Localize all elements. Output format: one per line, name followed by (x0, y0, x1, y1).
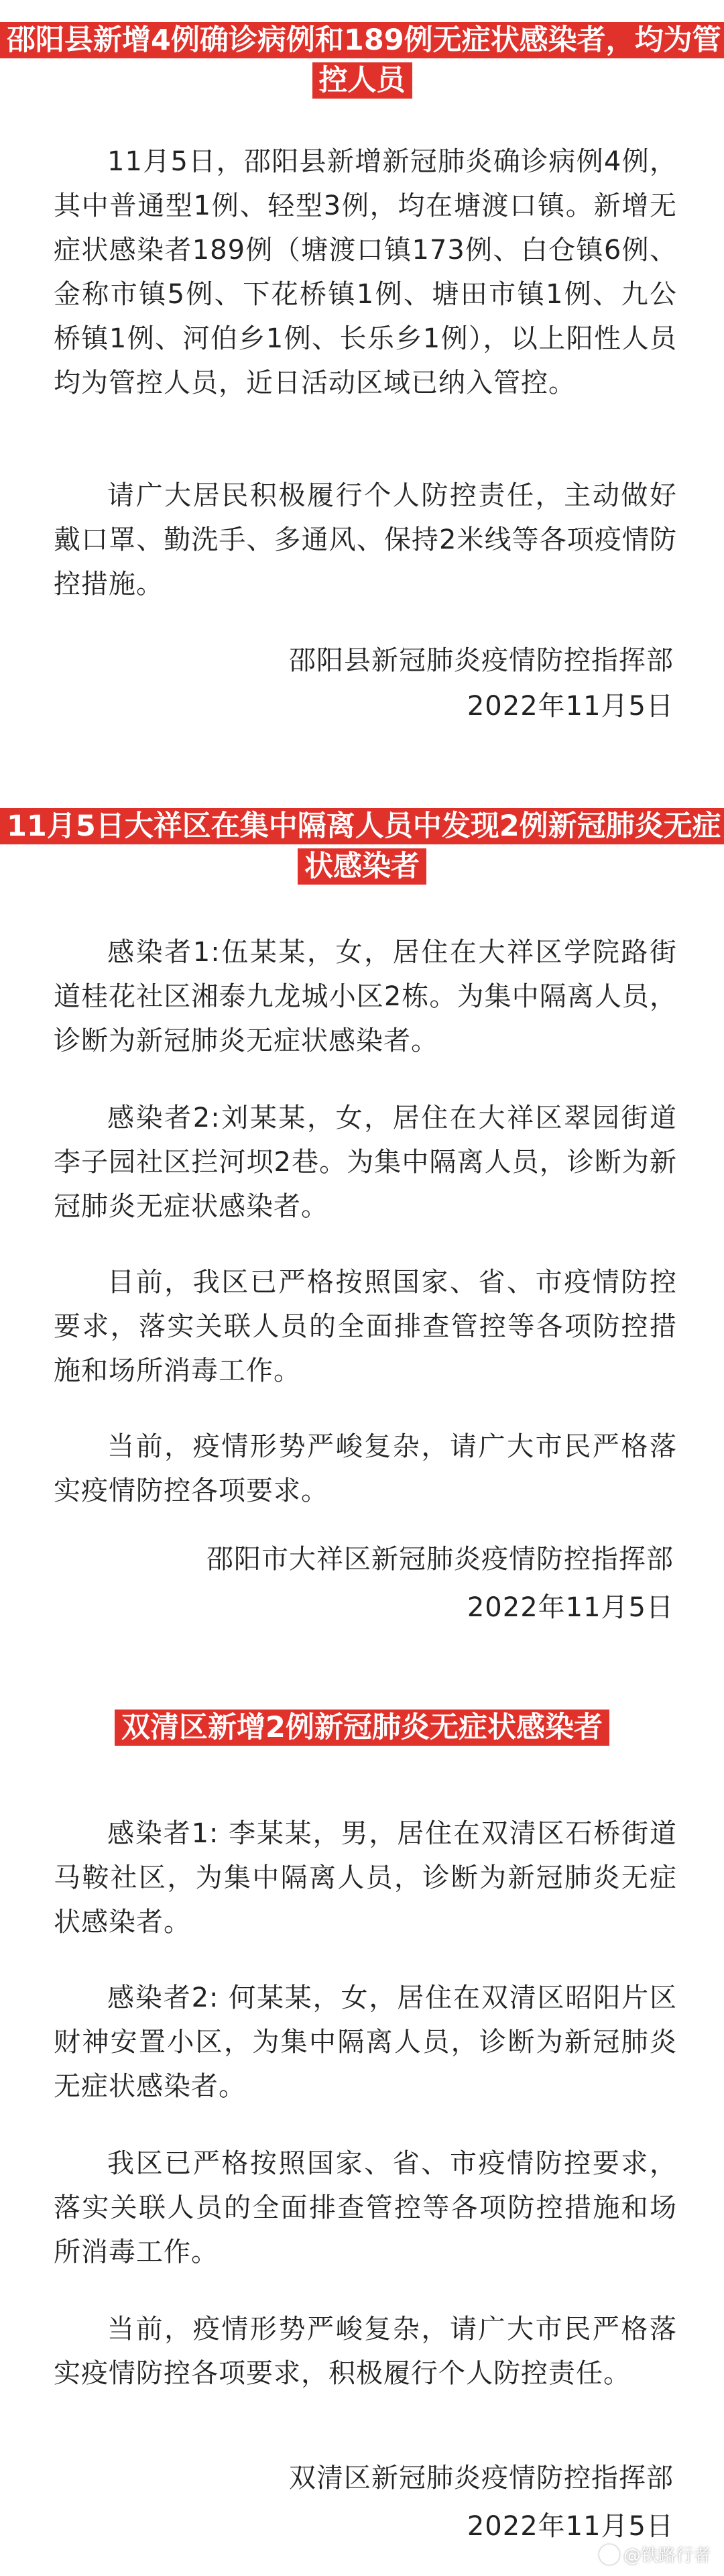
section-1-paragraph-1: 11月5日，邵阳县新增新冠肺炎确诊病例4例，其中普通型1例、轻型3例，均在塘渡口镇。新增无症状感染者189例（塘渡口镇173例、白仓镇6例、金称市镇5例、下花桥镇1例、塘田市镇1例、九公桥镇1例、河伯乡1例、长乐乡1例），以上阳性人员均为管控人员，近日活动区域已纳入管控。 (54, 146, 677, 398)
section-2-paragraph-2: 感染者2:刘某某，女，居住在大祥区翠园街道李子园社区拦河坝2巷。为集中隔离人员，诊断为新冠肺炎无症状感染者。 (54, 1103, 677, 1222)
section-3-paragraph-1: 感染者1: 李某某，男，居住在双清区石桥街道马鞍社区，为集中隔离人员，诊断为新冠肺炎无症状感染者。 (54, 1818, 677, 1938)
section-3-title-text: 双清区新增2例新冠肺炎无症状感染者 (115, 1710, 609, 1746)
section-2-date: 2022年11月5日 (467, 1592, 674, 1623)
section-1-signature: 邵阳县新冠肺炎疫情防控指挥部 (289, 645, 674, 676)
section-2-paragraph-3: 目前，我区已严格按照国家、省、市疫情防控要求，落实关联人员的全面排查管控等各项防控措施和场所消毒工作。 (54, 1267, 677, 1386)
section-3-title (0, 1707, 724, 1748)
watermark-text: @铁路行者 (623, 2546, 711, 2566)
section-3-paragraph-4: 当前，疫情形势严峻复杂，请广大市民严格落实疫情防控各项要求，积极履行个人防控责任。 (54, 2314, 677, 2389)
section-2-paragraph-4: 当前，疫情形势严峻复杂，请广大市民严格落实疫情防控各项要求。 (54, 1431, 677, 1506)
section-1-title-text: 邵阳县新增4例确诊病例和189例无症状感染者，均为管控人员 (0, 22, 724, 99)
section-2-title (0, 806, 724, 887)
section-1-date: 2022年11月5日 (467, 691, 674, 722)
section-2-paragraph-1: 感染者1:伍某某，女，居住在大祥区学院路街道桂花社区湘泰九龙城小区2栋。为集中隔离人员，诊断为新冠肺炎无症状感染者。 (54, 937, 677, 1056)
section-3-date: 2022年11月5日 (467, 2511, 674, 2542)
section-2-title-text: 11月5日大祥区在集中隔离人员中发现2例新冠肺炎无症状感染者 (0, 808, 724, 885)
section-3-signature: 双清区新冠肺炎疫情防控指挥部 (289, 2463, 674, 2494)
section-3-paragraph-2: 感染者2: 何某某，女，居住在双清区昭阳片区财神安置小区，为集中隔离人员，诊断为新冠肺炎无症状感染者。 (54, 1982, 677, 2102)
section-2-signature: 邵阳市大祥区新冠肺炎疫情防控指挥部 (206, 1544, 674, 1575)
camera-icon (599, 2544, 619, 2565)
section-3-paragraph-3: 我区已严格按照国家、省、市疫情防控要求，落实关联人员的全面排查管控等各项防控措施和场所消毒工作。 (54, 2148, 677, 2267)
watermark (599, 2542, 711, 2567)
section-1-paragraph-2: 请广大居民积极履行个人防控责任，主动做好戴口罩、勤洗手、多通风、保持2米线等各项疫情防控措施。 (54, 480, 677, 600)
section-1-title (0, 20, 724, 101)
